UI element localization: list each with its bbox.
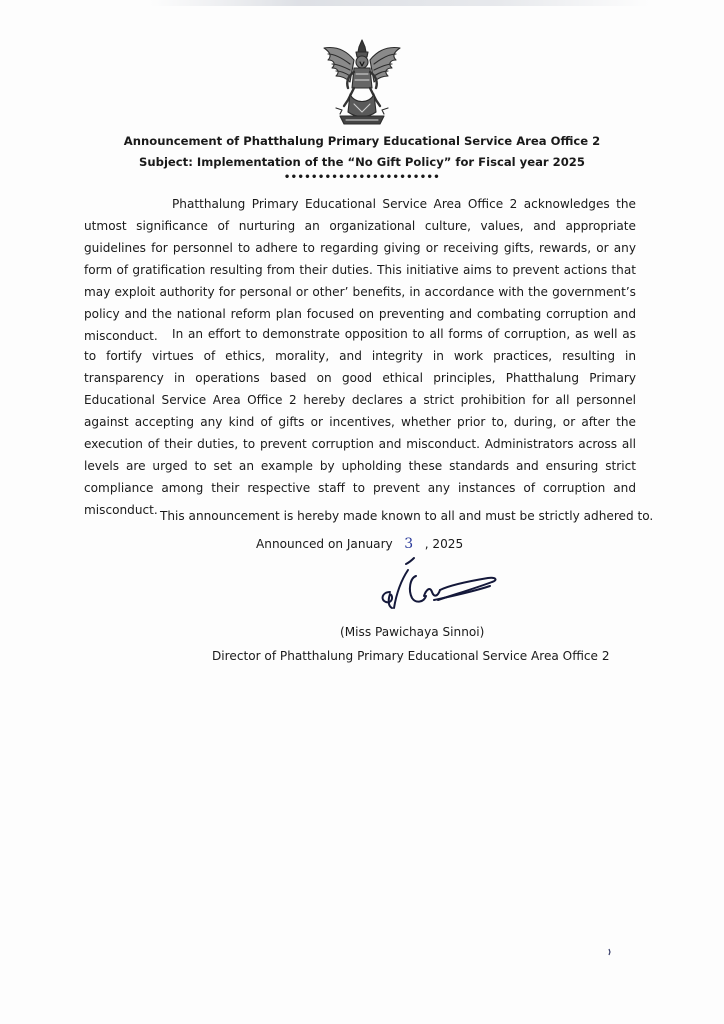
date-prefix: Announced on January xyxy=(256,537,393,551)
ink-speck xyxy=(606,948,612,956)
date-day: 3 xyxy=(404,536,414,552)
garuda-emblem-icon xyxy=(320,38,404,128)
signatory-name: (Miss Pawichaya Sinnoi) xyxy=(340,625,485,639)
signatory-position: Director of Phatthalung Primary Educational Service Area Office 2 xyxy=(212,649,610,663)
scan-smudge xyxy=(150,0,650,6)
closing-statement: This announcement is hereby made known to all and must be strictly adhered to. xyxy=(160,509,654,523)
announcement-date xyxy=(256,536,463,552)
date-suffix: , 2025 xyxy=(424,537,464,551)
handwritten-signature xyxy=(368,556,504,614)
body-paragraph-2: In an effort to demonstrate opposition to all forms of corruption, as well as to fortify virtues of ethics, morality, and integrity in work practices, resulting in transparency in operations based on good ethical principles, Phatthalung Primary Educational Service Area Office 2 hereby declares a strict prohibition for all personnel against accepting any kind of gifts or incentives, whether prior to, during, or after the execution of their duties, to prevent corruption and misconduct. Administrators across all levels are urged to set an example by upholding these standards and ensuring strict compliance among their respective staff to prevent any instances of corruption and misconduct. xyxy=(84,327,636,517)
title-separator: ••••••••••••••••••••••• xyxy=(283,172,441,183)
body-paragraph-1: Phatthalung Primary Educational Service Area Office 2 acknowledges the utmost significance of nurturing an organizational culture, values, and appropriate guidelines for personnel to adhere to regarding giving or receiving gifts, rewards, or any form of gratification resulting from their duties. This initiative aims to prevent actions that may exploit authority for personal or other’ benefits, in accordance with the government’s policy and the national reform plan focused on preventing and combating corruption and misconduct. xyxy=(84,197,636,343)
document-subject: Subject: Implementation of the “No Gift Policy” for Fiscal year 2025 xyxy=(139,155,585,169)
document-title: Announcement of Phatthalung Primary Educational Service Area Office 2 xyxy=(123,134,601,148)
